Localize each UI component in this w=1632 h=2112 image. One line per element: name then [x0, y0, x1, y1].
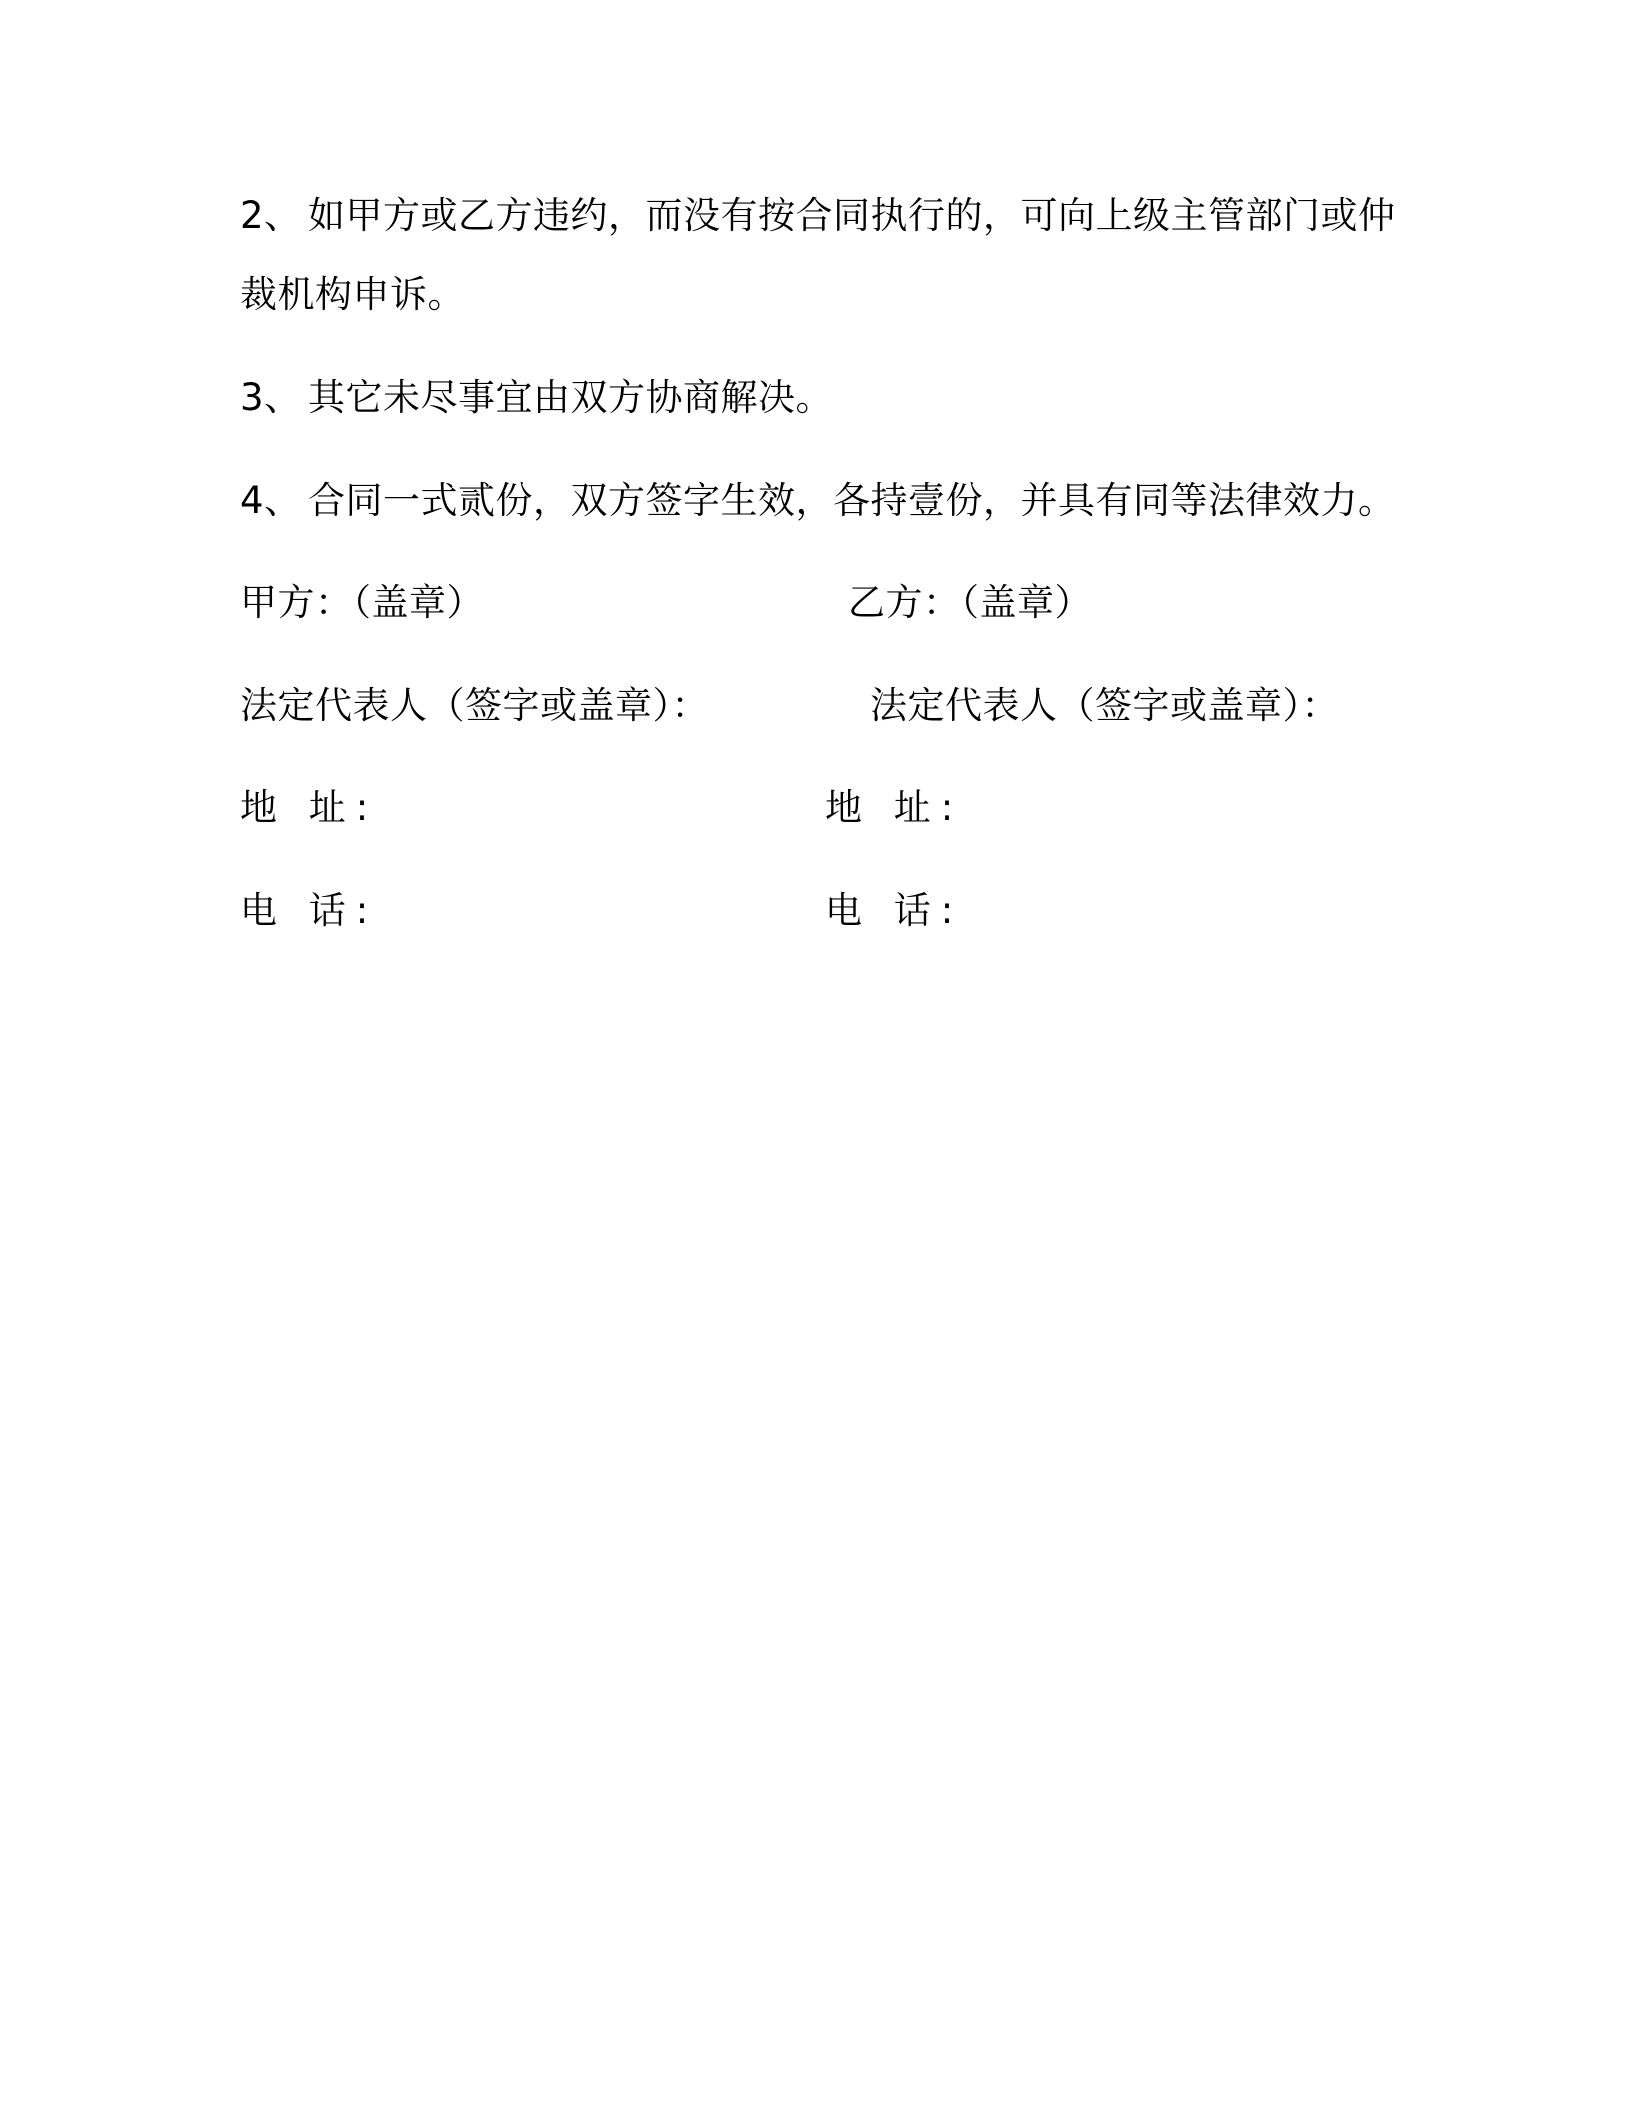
- party-b-representative-label: 法定代表人（签字或盖章）：: [870, 684, 1339, 727]
- clause-3: [240, 375, 833, 421]
- clause-3-text: 其它未尽事宜由双方协商解决。: [308, 376, 833, 419]
- party-b-seal-label: 乙方：（盖章）: [848, 581, 1092, 624]
- party-a-seal-label: 甲方：（盖章）: [240, 581, 484, 624]
- clause-2-number: 2、: [240, 194, 302, 237]
- clause-3-number: 3、: [240, 376, 302, 419]
- party-b-phone-label: 电 话:: [825, 889, 964, 932]
- clause-4: [240, 478, 1396, 524]
- party-a-phone-label: 电 话:: [240, 889, 379, 932]
- clause-2-line-1: [240, 193, 1396, 239]
- party-b-address-label: 地 址:: [825, 786, 964, 829]
- clause-2-line-2: 裁机构申诉。: [240, 273, 465, 316]
- clause-2-text: 如甲方或乙方违约，而没有按合同执行的，可向上级主管部门或仲: [308, 194, 1396, 237]
- party-a-representative-label: 法定代表人（签字或盖章）：: [240, 684, 709, 727]
- clause-4-number: 4、: [240, 479, 302, 522]
- clause-4-text: 合同一式贰份，双方签字生效，各持壹份，并具有同等法律效力。: [308, 479, 1396, 522]
- party-a-address-label: 地 址:: [240, 786, 379, 829]
